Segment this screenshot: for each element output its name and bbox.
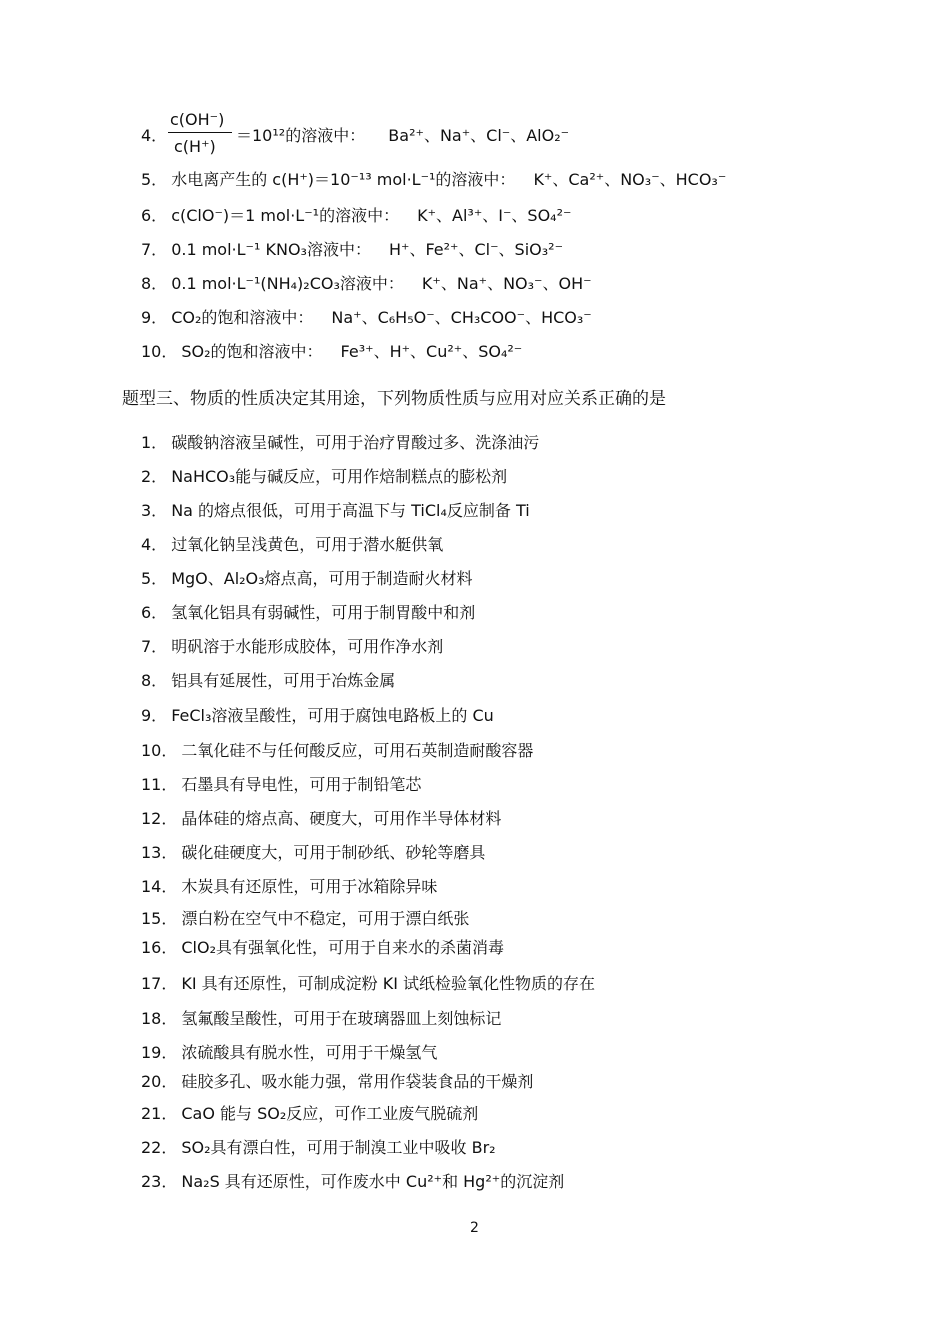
ion-list: K⁺、Ca²⁺、NO₃⁻、HCO₃⁻ [533, 170, 727, 189]
property-item-21 [141, 1104, 478, 1124]
property-item-5 [141, 569, 473, 589]
property-item-16 [141, 938, 504, 958]
fraction-denominator: c(H⁺) [174, 137, 216, 156]
item-text: Na₂S 具有还原性，可作废水中 Cu²⁺和 Hg²⁺的沉淀剂 [181, 1172, 565, 1191]
item-text: 氢氟酸呈酸性，可用于在玻璃器皿上刻蚀标记 [181, 1009, 502, 1028]
item-text: 漂白粉在空气中不稳定，可用于漂白纸张 [181, 909, 470, 928]
item-number: 13． [141, 843, 178, 862]
property-item-18 [141, 1009, 501, 1029]
item-text: 水电离产生的 c(H⁺)＝10⁻¹³ mol·L⁻¹的溶液中： [171, 170, 516, 189]
ion-item-9 [141, 308, 592, 328]
item-number: 6． [141, 206, 168, 225]
item-text: FeCl₃溶液呈酸性，可用于腐蚀电路板上的 Cu [171, 706, 494, 725]
item-number: 5． [141, 569, 168, 588]
property-item-19 [141, 1043, 437, 1063]
item-text: MgO、Al₂O₃熔点高，可用于制造耐火材料 [171, 569, 473, 588]
item-text: 过氧化钠呈浅黄色，可用于潜水艇供氧 [171, 535, 444, 554]
ion-list: K⁺、Na⁺、NO₃⁻、OH⁻ [421, 274, 592, 293]
ion-list: Fe³⁺、H⁺、Cu²⁺、SO₄²⁻ [340, 342, 523, 361]
item-number: 4． [141, 535, 168, 554]
item-text: CO₂的饱和溶液中： [171, 308, 314, 327]
item-number: 21． [141, 1104, 178, 1123]
item-text: 石墨具有导电性，可用于制铅笔芯 [181, 775, 422, 794]
item-text: ＝10¹²的溶液中： [236, 126, 366, 145]
item-number: 6． [141, 603, 168, 622]
item-text: 浓硫酸具有脱水性，可用于干燥氢气 [181, 1043, 438, 1062]
item-text: 铝具有延展性，可用于冶炼金属 [171, 671, 396, 690]
property-item-9 [141, 706, 494, 726]
item-text: Na 的熔点很低，可用于高温下与 TiCl₄反应制备 Ti [171, 501, 530, 520]
item-number: 8． [141, 671, 168, 690]
item-text: 氢氧化铝具有弱碱性，可用于制胃酸中和剂 [171, 603, 476, 622]
property-item-4 [141, 535, 443, 555]
property-item-15 [141, 909, 469, 929]
item-text: SO₂的饱和溶液中： [181, 342, 323, 361]
item-text: 0.1 mol·L⁻¹(NH₄)₂CO₃溶液中： [171, 274, 404, 293]
item-number: 1． [141, 433, 168, 452]
item-text: CaO 能与 SO₂反应，可作工业废气脱硫剂 [181, 1104, 479, 1123]
item-number: 17． [141, 974, 178, 993]
ion-list: Ba²⁺、Na⁺、Cl⁻、AlO₂⁻ [388, 126, 570, 145]
item-number: 16． [141, 938, 178, 957]
page-number: 2 [470, 1220, 479, 1236]
item-number: 11． [141, 775, 178, 794]
ion-list: H⁺、Fe²⁺、Cl⁻、SiO₃²⁻ [388, 240, 564, 259]
item-number: 7． [141, 637, 168, 656]
item-text: 二氧化硅不与任何酸反应，可用石英制造耐酸容器 [181, 741, 534, 760]
ion-list: K⁺、Al³⁺、I⁻、SO₄²⁻ [417, 206, 572, 225]
property-item-6 [141, 603, 475, 623]
property-item-12 [141, 809, 501, 829]
property-item-10 [141, 741, 533, 761]
item-number: 12． [141, 809, 178, 828]
ion-list: Na⁺、C₆H₅O⁻、CH₃COO⁻、HCO₃⁻ [331, 308, 592, 327]
property-item-20 [141, 1072, 533, 1092]
ion-item-7 [141, 240, 563, 260]
item-number: 18． [141, 1009, 178, 1028]
ion-item-10 [141, 342, 522, 362]
item-number: 4． [141, 126, 168, 145]
item-text: 明矾溶于水能形成胶体，可用作净水剂 [171, 637, 444, 656]
item-number: 9． [141, 308, 168, 327]
ion-item-6 [141, 206, 571, 226]
property-item-13 [141, 843, 485, 863]
section-heading: 题型三、物质的性质决定其用途，下列物质性质与应用对应关系正确的是 [122, 389, 666, 409]
item-number: 10． [141, 741, 178, 760]
fraction-numerator: c(OH⁻) [170, 110, 225, 129]
ion-item-4-text [236, 126, 569, 146]
item-text: SO₂具有漂白性，可用于制溴工业中吸收 Br₂ [181, 1138, 496, 1157]
item-number: 15． [141, 909, 178, 928]
property-item-1 [141, 433, 539, 453]
item-text: ClO₂具有强氧化性，可用于自来水的杀菌消毒 [181, 938, 505, 957]
item-number: 3． [141, 501, 168, 520]
item-text: 木炭具有还原性，可用于冰箱除异味 [181, 877, 438, 896]
item-text: NaHCO₃能与碱反应，可用作焙制糕点的膨松剂 [171, 467, 508, 486]
item-number: 20． [141, 1072, 178, 1091]
property-item-14 [141, 877, 437, 897]
ion-item-4 [141, 126, 171, 146]
property-item-11 [141, 775, 421, 795]
property-item-23 [141, 1172, 564, 1192]
ion-item-8 [141, 274, 592, 294]
item-number: 19． [141, 1043, 178, 1062]
item-text: 碳化硅硬度大，可用于制砂纸、砂轮等磨具 [181, 843, 486, 862]
property-item-8 [141, 671, 395, 691]
item-number: 22． [141, 1138, 178, 1157]
item-number: 23． [141, 1172, 178, 1191]
item-number: 10． [141, 342, 178, 361]
item-text: 碳酸钠溶液呈碱性，可用于治疗胃酸过多、洗涤油污 [171, 433, 540, 452]
property-item-2 [141, 467, 507, 487]
item-text: 硅胶多孔、吸水能力强，常用作袋装食品的干燥剂 [181, 1072, 534, 1091]
item-text: 0.1 mol·L⁻¹ KNO₃溶液中： [171, 240, 371, 259]
item-text: 晶体硅的熔点高、硬度大，可用作半导体材料 [181, 809, 502, 828]
fraction-bar [168, 132, 232, 133]
item-number: 7． [141, 240, 168, 259]
item-text: KI 具有还原性，可制成淀粉 KI 试纸检验氧化性物质的存在 [181, 974, 596, 993]
item-number: 14． [141, 877, 178, 896]
item-number: 5． [141, 170, 168, 189]
item-number: 2． [141, 467, 168, 486]
item-number: 8． [141, 274, 168, 293]
property-item-7 [141, 637, 443, 657]
property-item-17 [141, 974, 595, 994]
item-text: c(ClO⁻)＝1 mol·L⁻¹的溶液中： [171, 206, 400, 225]
property-item-22 [141, 1138, 496, 1158]
ion-item-5 [141, 170, 726, 190]
item-number: 9． [141, 706, 168, 725]
property-item-3 [141, 501, 530, 521]
